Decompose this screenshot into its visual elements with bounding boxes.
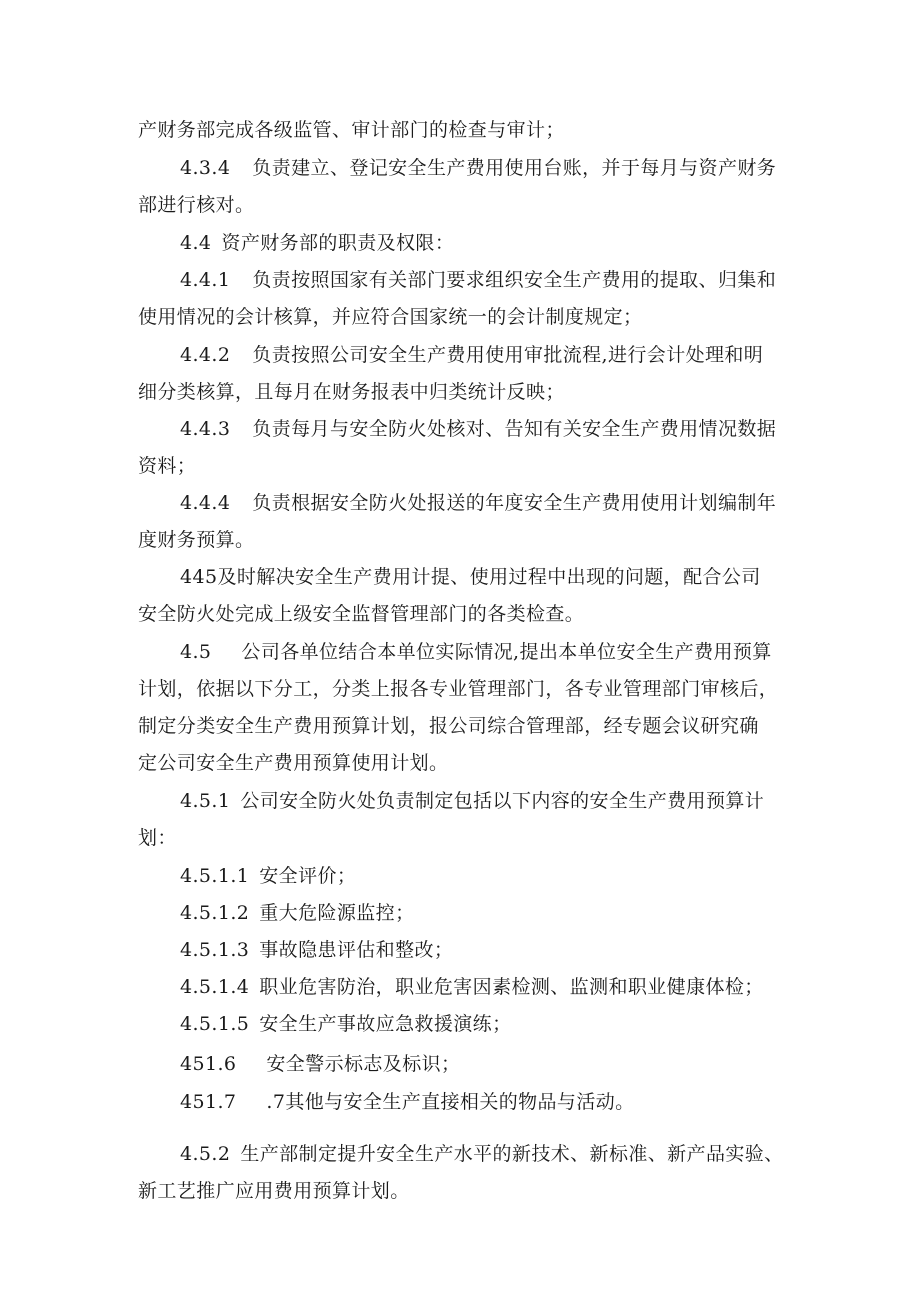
- clause-number: 4.5.1.4: [180, 976, 250, 998]
- clause-number: 4.4.1: [180, 269, 231, 291]
- line-text: 使用情况的会计核算，并应符合国家统一的会计制度规定；: [138, 306, 643, 328]
- clause-number: 4.5.1.5: [180, 1013, 250, 1035]
- clause-number: 4.5.1.2: [180, 902, 250, 924]
- clause-4-5-1-5: [180, 1012, 511, 1036]
- clause-text: 安全生产事故应急救援演练；: [259, 1013, 512, 1035]
- clause-4-4-3: [180, 417, 776, 441]
- clause-451-6: [180, 1052, 460, 1076]
- clause-number: 4.4: [180, 232, 212, 254]
- clause-number: 4.5.2: [180, 1143, 231, 1165]
- text-line: [138, 118, 565, 142]
- clause-number: 451.6: [180, 1053, 237, 1075]
- clause-text: 安全评价；: [259, 865, 357, 887]
- line-text: 安全防火处完成上级安全监督管理部门的各类检查。: [138, 603, 585, 625]
- line-text: 制定分类安全生产费用预算计划，报公司综合管理部，经专题会议研究确: [138, 715, 759, 737]
- line-text: 产财务部完成各级监管、审计部门的检查与审计；: [138, 119, 565, 141]
- clause-number: 4.4.2: [180, 344, 231, 366]
- clause-text: 及时解决安全生产费用计提、使用过程中出现的问题，配合公司: [217, 566, 761, 588]
- line-text: 度财务预算。: [138, 529, 255, 551]
- clause-4-3-4: [180, 156, 776, 180]
- text-line: [138, 1179, 410, 1203]
- text-line: [138, 714, 759, 738]
- clause-4-5-1-4: [180, 975, 764, 999]
- text-line: [138, 528, 254, 552]
- clause-number: 4.5.1: [180, 790, 231, 812]
- clause-text: 负责按照国家有关部门要求组织安全生产费用的提取、归集和: [252, 269, 777, 291]
- text-line: [138, 305, 642, 329]
- clause-text: 负责每月与安全防火处核对、告知有关安全生产费用情况数据: [252, 418, 777, 440]
- line-text: 新工艺推广应用费用预算计划。: [138, 1180, 410, 1202]
- clause-number: 4.3.4: [180, 157, 231, 179]
- clause-text: 事故隐患评估和整改；: [259, 939, 454, 961]
- clause-number: 4.5: [180, 641, 212, 663]
- clause-4-5-1-3: [180, 938, 453, 962]
- line-text: 细分类核算，且每月在财务报表中归类统计反映；: [138, 381, 565, 403]
- clause-number: 4.5.1.3: [180, 939, 250, 961]
- clause-text: 资产财务部的职责及权限：: [221, 232, 455, 254]
- clause-4-4-4: [180, 491, 776, 515]
- clause-4-4-1: [180, 268, 776, 292]
- text-line: [138, 751, 448, 775]
- clause-text: 职业危害防治，职业危害因素检测、监测和职业健康体检；: [259, 976, 764, 998]
- text-line: [138, 454, 196, 478]
- clause-text: 公司各单位结合本单位实际情况,提出本单位安全生产费用预算: [241, 641, 772, 663]
- clause-text: 负责建立、登记安全生产费用使用台账，并于每月与资产财务: [252, 157, 777, 179]
- clause-451-7: [180, 1090, 635, 1114]
- line-text: 资料；: [138, 455, 197, 477]
- clause-number: 451.7: [180, 1091, 237, 1113]
- clause-text: .7其他与安全生产直接相关的物品与活动。: [266, 1091, 635, 1113]
- line-text: 计划，依据以下分工，分类上报各专业管理部门，各专业管理部门审核后，: [138, 678, 779, 700]
- clause-4-5-1: [180, 789, 764, 813]
- clause-4-4-2: [180, 343, 763, 367]
- clause-4-5: [180, 640, 772, 664]
- clause-4-5-1-1: [180, 864, 356, 888]
- clause-text: 公司安全防火处负责制定包括以下内容的安全生产费用预算计: [240, 790, 765, 812]
- clause-4-4: [180, 231, 454, 255]
- text-line: [138, 826, 177, 850]
- text-line: [138, 677, 778, 701]
- clause-text: 负责根据安全防火处报送的年度安全生产费用使用计划编制年: [252, 492, 777, 514]
- clause-text: 安全警示标志及标识；: [266, 1053, 461, 1075]
- clause-445: [180, 565, 761, 589]
- clause-number: 4.4.3: [180, 418, 231, 440]
- line-text: 划：: [138, 827, 177, 849]
- line-text: 定公司安全生产费用预算使用计划。: [138, 752, 449, 774]
- clause-number: 4.5.1.1: [180, 865, 250, 887]
- text-line: [138, 380, 565, 404]
- clause-4-5-2: [180, 1142, 784, 1166]
- clause-number: 445: [180, 566, 218, 588]
- clause-text: 负责按照公司安全生产费用使用审批流程,进行会计处理和明: [252, 344, 764, 366]
- text-line: [138, 193, 254, 217]
- clause-text: 生产部制定提升安全生产水平的新技术、新标准、新产品实验、: [240, 1143, 784, 1165]
- clause-4-5-1-2: [180, 901, 414, 925]
- clause-number: 4.4.4: [180, 492, 231, 514]
- clause-text: 重大危险源监控；: [259, 902, 415, 924]
- text-line: [138, 602, 584, 626]
- line-text: 部进行核对。: [138, 194, 255, 216]
